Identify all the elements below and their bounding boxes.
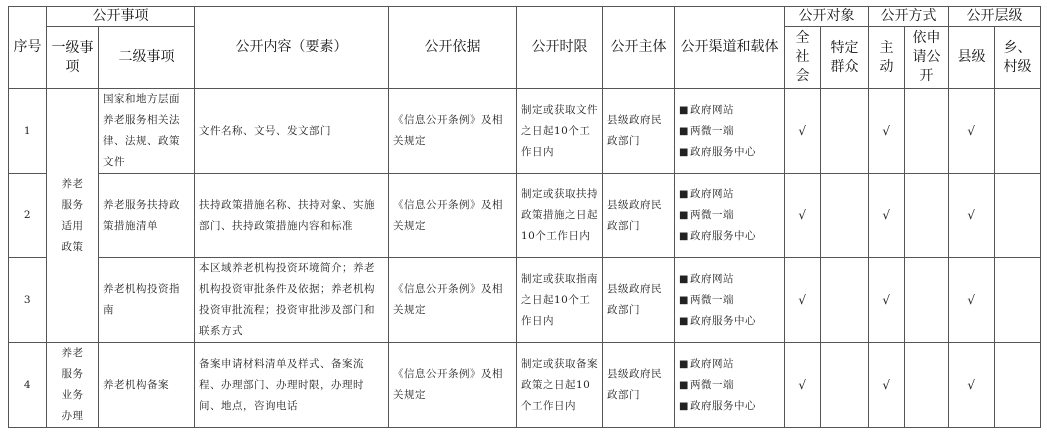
square-bullet-icon: ■ bbox=[679, 189, 689, 200]
row-seq: 2 bbox=[9, 174, 47, 258]
row-content: 文件名称、文号、发文部门 bbox=[195, 89, 389, 174]
header-method-active: 主动 bbox=[869, 27, 905, 89]
check-county: √ bbox=[949, 258, 995, 343]
header-content: 公开内容（要素） bbox=[195, 7, 389, 89]
table-row bbox=[9, 258, 1041, 343]
channel-item: ■政府服务中心 bbox=[679, 399, 756, 412]
row-channels bbox=[675, 174, 785, 258]
row-level2: 养老机构投资指南 bbox=[99, 258, 195, 343]
check-all: √ bbox=[785, 89, 821, 174]
row-basis: 《信息公开条例》及相关规定 bbox=[389, 343, 517, 428]
channel-item: ■政府服务中心 bbox=[679, 314, 756, 327]
square-bullet-icon: ■ bbox=[679, 125, 689, 137]
header-items: 公开事项 bbox=[47, 7, 195, 27]
square-bullet-icon: ■ bbox=[679, 358, 689, 370]
check-county: √ bbox=[949, 174, 995, 258]
channel-item: ■两微一端 bbox=[679, 293, 734, 306]
check-specific bbox=[821, 343, 869, 428]
row-seq: 4 bbox=[9, 343, 47, 428]
header-basis: 公开依据 bbox=[389, 7, 517, 89]
header-target: 公开对象 bbox=[785, 7, 869, 27]
channel-item: ■政府服务中心 bbox=[679, 230, 756, 242]
header-target-specific: 特定群众 bbox=[821, 27, 869, 89]
row-level2: 养老服务扶持政策措施清单 bbox=[99, 174, 195, 258]
row-time: 制定或获取备案政策之日起10个工作日内 bbox=[517, 343, 603, 428]
row-channels bbox=[675, 343, 785, 428]
row-subject: 县级政府民政部门 bbox=[603, 89, 675, 174]
channel-item: ■政府网站 bbox=[679, 188, 734, 200]
check-all: √ bbox=[785, 343, 821, 428]
check-request bbox=[905, 258, 949, 343]
check-all: √ bbox=[785, 174, 821, 258]
row-level2: 国家和地方层面养老服务相关法律、法规、政策文件 bbox=[99, 89, 195, 174]
square-bullet-icon: ■ bbox=[679, 104, 689, 116]
check-specific bbox=[821, 89, 869, 174]
channel-item: ■两微一端 bbox=[679, 209, 734, 221]
row-level2: 养老机构备案 bbox=[99, 343, 195, 428]
row-channels bbox=[675, 89, 785, 174]
header-channel: 公开渠道和载体 bbox=[675, 7, 785, 89]
check-town bbox=[995, 343, 1041, 428]
header-subject: 公开主体 bbox=[603, 7, 675, 89]
table-row bbox=[9, 174, 1041, 258]
check-town bbox=[995, 258, 1041, 343]
square-bullet-icon: ■ bbox=[679, 294, 689, 306]
square-bullet-icon: ■ bbox=[679, 273, 689, 285]
square-bullet-icon: ■ bbox=[679, 210, 689, 221]
check-specific bbox=[821, 258, 869, 343]
row-subject: 县级政府民政部门 bbox=[603, 343, 675, 428]
check-all: √ bbox=[785, 258, 821, 343]
check-active: √ bbox=[869, 343, 905, 428]
check-request bbox=[905, 89, 949, 174]
check-town bbox=[995, 89, 1041, 174]
header-target-all: 全社会 bbox=[785, 27, 821, 89]
header-method: 公开方式 bbox=[869, 7, 949, 27]
check-active: √ bbox=[869, 89, 905, 174]
category-business-handling: 养老服务业务办理 bbox=[47, 343, 99, 428]
channel-item: ■两微一端 bbox=[679, 378, 734, 391]
row-subject: 县级政府民政部门 bbox=[603, 258, 675, 343]
square-bullet-icon: ■ bbox=[679, 379, 689, 391]
channel-item: ■政府网站 bbox=[679, 103, 734, 116]
row-seq: 3 bbox=[9, 258, 47, 343]
row-basis: 《信息公开条例》及相关规定 bbox=[389, 258, 517, 343]
header-level2: 二级事项 bbox=[99, 27, 195, 89]
row-content: 扶持政策措施名称、扶持对象、实施部门、扶持政策措施内容和标准 bbox=[195, 174, 389, 258]
row-subject: 县级政府民政部门 bbox=[603, 174, 675, 258]
row-basis: 《信息公开条例》及相关规定 bbox=[389, 89, 517, 174]
check-request bbox=[905, 174, 949, 258]
channel-item: ■政府服务中心 bbox=[679, 145, 756, 158]
header-level: 公开层级 bbox=[949, 7, 1041, 27]
check-town bbox=[995, 174, 1041, 258]
square-bullet-icon: ■ bbox=[679, 400, 689, 412]
check-active: √ bbox=[869, 258, 905, 343]
check-county: √ bbox=[949, 89, 995, 174]
header-method-request: 依申请公开 bbox=[905, 27, 949, 89]
channel-item: ■政府网站 bbox=[679, 272, 734, 285]
row-time: 制定或获取指南之日起10个工作日内 bbox=[517, 258, 603, 343]
disclosure-table bbox=[8, 6, 1041, 428]
row-time: 制定或获取文件之日起10个工作日内 bbox=[517, 89, 603, 174]
square-bullet-icon: ■ bbox=[679, 146, 689, 158]
header-seq: 序号 bbox=[9, 7, 47, 89]
category-applicable-policy: 养老服务适用政策 bbox=[47, 89, 99, 343]
square-bullet-icon: ■ bbox=[679, 231, 689, 242]
table-row bbox=[9, 89, 1041, 174]
channel-item: ■政府网站 bbox=[679, 357, 734, 370]
check-specific bbox=[821, 174, 869, 258]
header-level-town: 乡、村级 bbox=[995, 27, 1041, 89]
check-request bbox=[905, 343, 949, 428]
channel-item: ■两微一端 bbox=[679, 124, 734, 137]
row-time: 制定或获取扶持政策措施之日起10个工作日内 bbox=[517, 174, 603, 258]
row-content: 本区域养老机构投资环境简介；养老机构投资审批条件及依据；养老机构投资审批流程；投资审批涉及部门和联系方式 bbox=[195, 258, 389, 343]
header-time: 公开时限 bbox=[517, 7, 603, 89]
check-county: √ bbox=[949, 343, 995, 428]
header-level-county: 县级 bbox=[949, 27, 995, 89]
row-content: 备案申请材料清单及样式、备案流程、办理部门、办理时限，办理时间、地点，咨询电话 bbox=[195, 343, 389, 428]
table-row bbox=[9, 343, 1041, 428]
square-bullet-icon: ■ bbox=[679, 315, 689, 327]
row-seq: 1 bbox=[9, 89, 47, 174]
check-active: √ bbox=[869, 174, 905, 258]
header-level1: 一级事项 bbox=[47, 27, 99, 89]
row-basis: 《信息公开条例》及相关规定 bbox=[389, 174, 517, 258]
row-channels bbox=[675, 258, 785, 343]
